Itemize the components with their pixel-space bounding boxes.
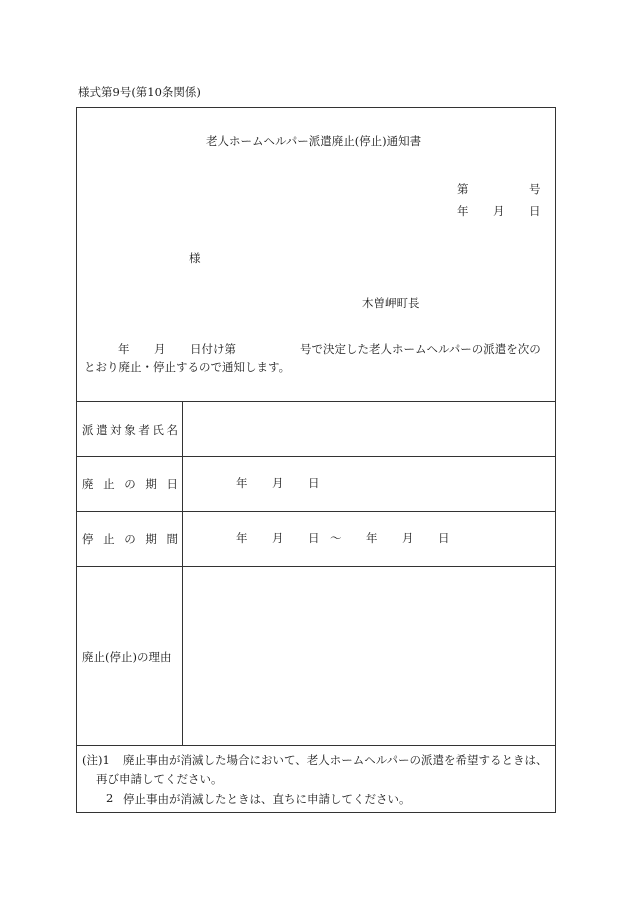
label-char: 停 <box>82 532 94 546</box>
number-prefix: 第 <box>457 182 469 196</box>
date-month-label: 月 <box>493 204 505 218</box>
row-divider <box>76 745 556 746</box>
column-divider <box>182 401 183 745</box>
suspend-to-year-label: 年 <box>366 531 378 545</box>
label-char: 対 <box>110 423 122 437</box>
date-day-label: 日 <box>529 204 541 218</box>
label-char: 日 <box>166 477 178 491</box>
abolish-date-label <box>82 476 178 492</box>
label-char: の <box>124 477 136 491</box>
form-number: 様式第9号(第10条関係) <box>78 85 201 99</box>
note2-text: 停止事由が消滅したときは、直ちに申請してください。 <box>123 792 411 806</box>
suspend-from-day-label: 日 <box>308 531 320 545</box>
label-char: 期 <box>145 532 157 546</box>
body-date-ref: 日付け第 <box>190 342 236 356</box>
note1-text: 廃止事由が消滅した場合において、老人ホームヘルパーの派遣を希望するときは、 <box>123 753 548 767</box>
date-year-label: 年 <box>457 204 469 218</box>
label-char: 廃 <box>82 477 94 491</box>
suspend-to-month-label: 月 <box>402 531 414 545</box>
label-char: 間 <box>166 532 178 546</box>
row-divider <box>76 566 556 567</box>
suspend-from-year-label: 年 <box>236 531 248 545</box>
label-char: 氏 <box>152 423 164 437</box>
note2-number: 2 <box>106 791 114 805</box>
reason-label: 廃止(停止)の理由 <box>82 650 172 664</box>
label-char: 派 <box>82 423 94 437</box>
document-title: 老人ホームヘルパー派遣廃止(停止)通知書 <box>206 134 422 148</box>
label-char: 者 <box>138 423 150 437</box>
abolish-day-label: 日 <box>308 476 320 490</box>
note1-prefix: (注)1 <box>82 753 110 767</box>
suspend-period-label <box>82 531 178 547</box>
row-divider <box>76 456 556 457</box>
label-char: 遣 <box>96 423 108 437</box>
label-char: 止 <box>103 477 115 491</box>
abolish-year-label: 年 <box>236 476 248 490</box>
label-char: の <box>124 532 136 546</box>
body-decision-text: 号で決定した老人ホームヘルパーの派遣を次の <box>300 342 541 356</box>
label-char: 期 <box>145 477 157 491</box>
row-divider <box>76 511 556 512</box>
recipient-honorific: 様 <box>189 251 201 265</box>
suspend-from-month-label: 月 <box>272 531 284 545</box>
suspend-range-tilde: ～ <box>330 531 342 545</box>
suspend-to-day-label: 日 <box>438 531 450 545</box>
body-year-label: 年 <box>118 342 130 356</box>
label-char: 止 <box>103 532 115 546</box>
body-month-label: 月 <box>154 342 166 356</box>
row-divider <box>76 401 556 402</box>
target-name-label <box>82 422 178 438</box>
label-char: 象 <box>124 423 136 437</box>
issuer-name: 木曽岬町長 <box>362 296 420 310</box>
notes-section <box>82 752 552 812</box>
note1-continuation: 再び申請してください。 <box>96 772 223 786</box>
form-frame <box>76 107 556 813</box>
abolish-month-label: 月 <box>272 476 284 490</box>
body-text-line2: とおり廃止・停止するので通知します。 <box>84 360 291 374</box>
number-suffix: 号 <box>529 182 541 196</box>
label-char: 名 <box>166 423 178 437</box>
